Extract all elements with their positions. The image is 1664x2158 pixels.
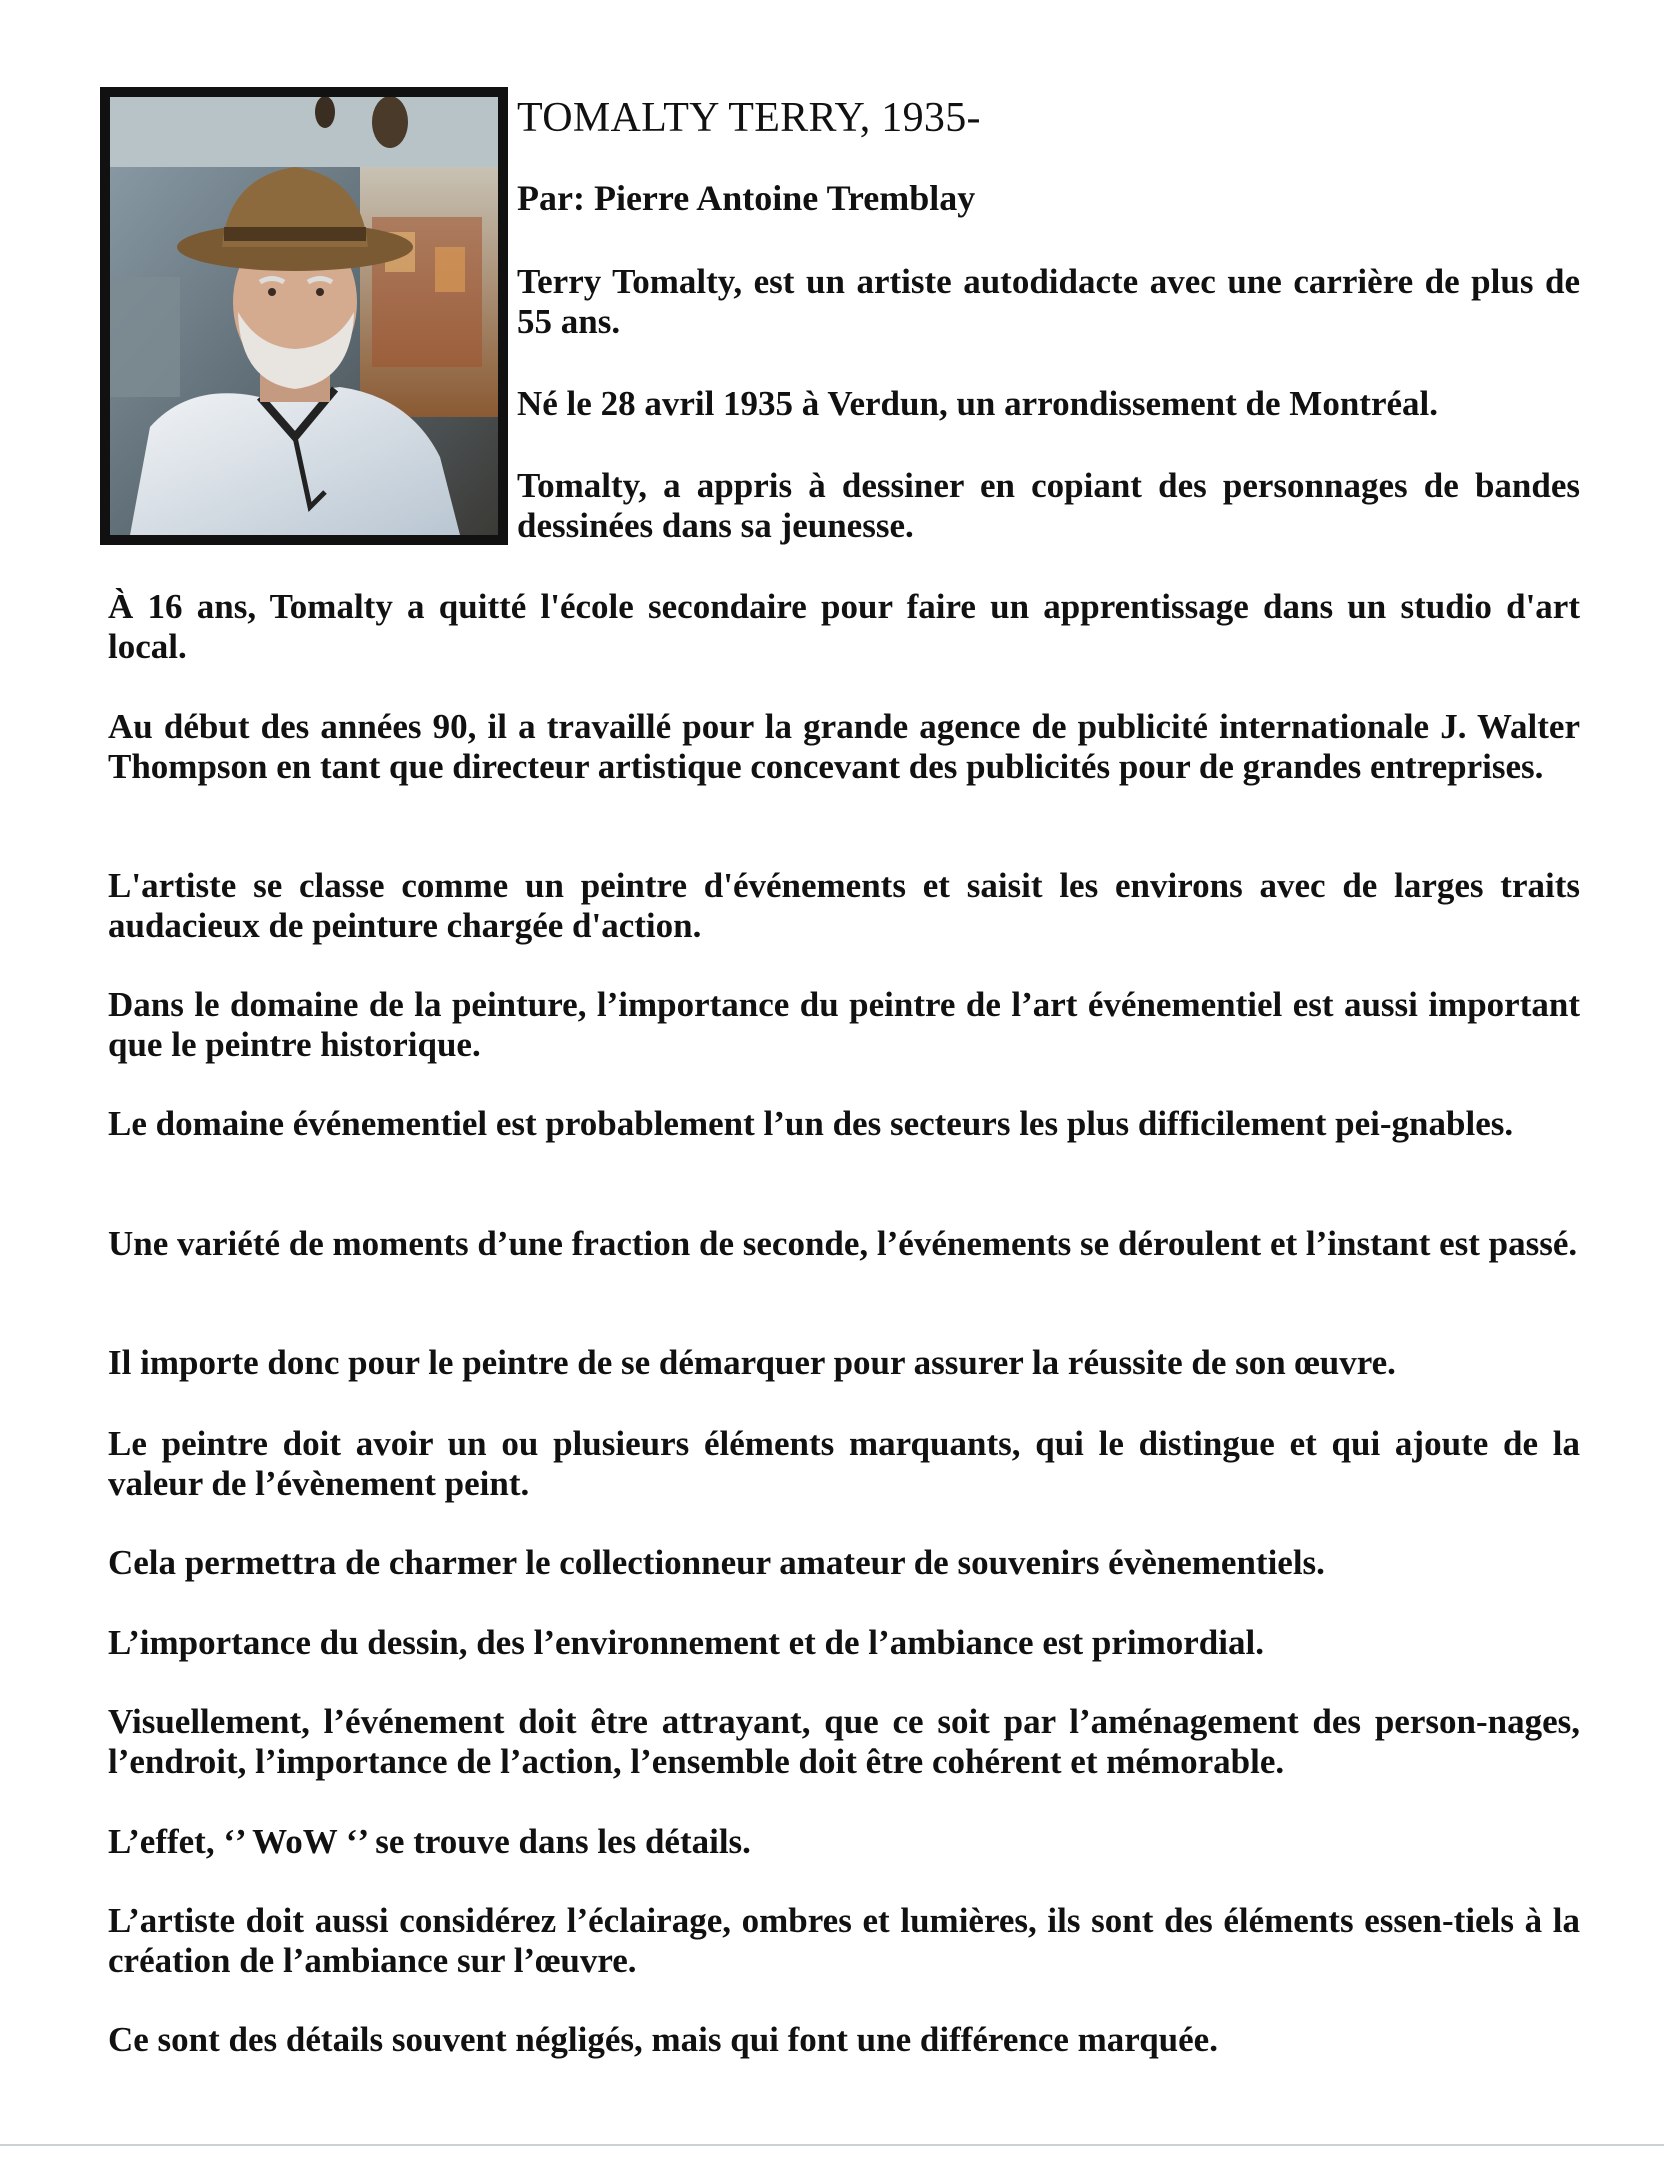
article-title: TOMALTY TERRY, 1935- [517,95,981,141]
portrait-image [110,97,498,535]
body-paragraph: Dans le domaine de la peinture, l’importance du peintre de l’art événementiel est aussi important que le peintre historique. [108,985,1580,1064]
intro-paragraph: Terry Tomalty, est un artiste autodidacte avec une carrière de plus de 55 ans. [517,262,1580,341]
body-paragraph: Il importe donc pour le peintre de se démarquer pour assurer la réussite de son œuvre. [108,1343,1396,1382]
intro-paragraph: Né le 28 avril 1935 à Verdun, un arrondissement de Montréal. [517,384,1439,423]
body-paragraph: Visuellement, l’événement doit être attrayant, que ce soit par l’aménagement des person-nages, l’endroit, l’importance de l’action, l’ensemble doit être cohérent et mémorable. [108,1702,1580,1781]
body-paragraph: Au début des années 90, il a travaillé pour la grande agence de publicité internationale J. Walter Thompson en tant que directeur artistique concevant des publicités pour de grandes entreprises. [108,707,1580,786]
page-bottom-divider [0,2144,1664,2146]
body-paragraph: À 16 ans, Tomalty a quitté l'école secondaire pour faire un apprentissage dans un studio d'art local. [108,587,1580,666]
body-paragraph: Le domaine événementiel est probablement l’un des secteurs les plus difficilement pei-gnables. [108,1104,1514,1143]
body-paragraph: L’importance du dessin, des l’environnement et de l’ambiance est primordial. [108,1623,1264,1662]
body-paragraph: L’effet, ‘’ WoW ‘’ se trouve dans les détails. [108,1822,751,1861]
article-byline: Par: Pierre Antoine Tremblay [517,178,976,218]
body-paragraph: Ce sont des détails souvent négligés, mais qui font une différence marquée. [108,2020,1218,2059]
artist-portrait-photo [100,87,508,545]
body-paragraph: L'artiste se classe comme un peintre d'événements et saisit les environs avec de larges traits audacieux de peinture chargée d'action. [108,866,1580,945]
body-paragraph: L’artiste doit aussi considérez l’éclairage, ombres et lumières, ils sont des éléments essen-tiels à la création de l’ambiance sur l’œuvre. [108,1901,1580,1980]
intro-paragraph: Tomalty, a appris à dessiner en copiant des personnages de bandes dessinées dans sa jeunesse. [517,466,1580,545]
body-paragraph: Une variété de moments d’une fraction de seconde, l’événements se déroulent et l’instant est passé. [108,1224,1578,1263]
body-paragraph: Cela permettra de charmer le collectionneur amateur de souvenirs évènementiels. [108,1543,1325,1582]
body-paragraph: Le peintre doit avoir un ou plusieurs éléments marquants, qui le distingue et qui ajoute de la valeur de l’évènement peint. [108,1424,1580,1503]
